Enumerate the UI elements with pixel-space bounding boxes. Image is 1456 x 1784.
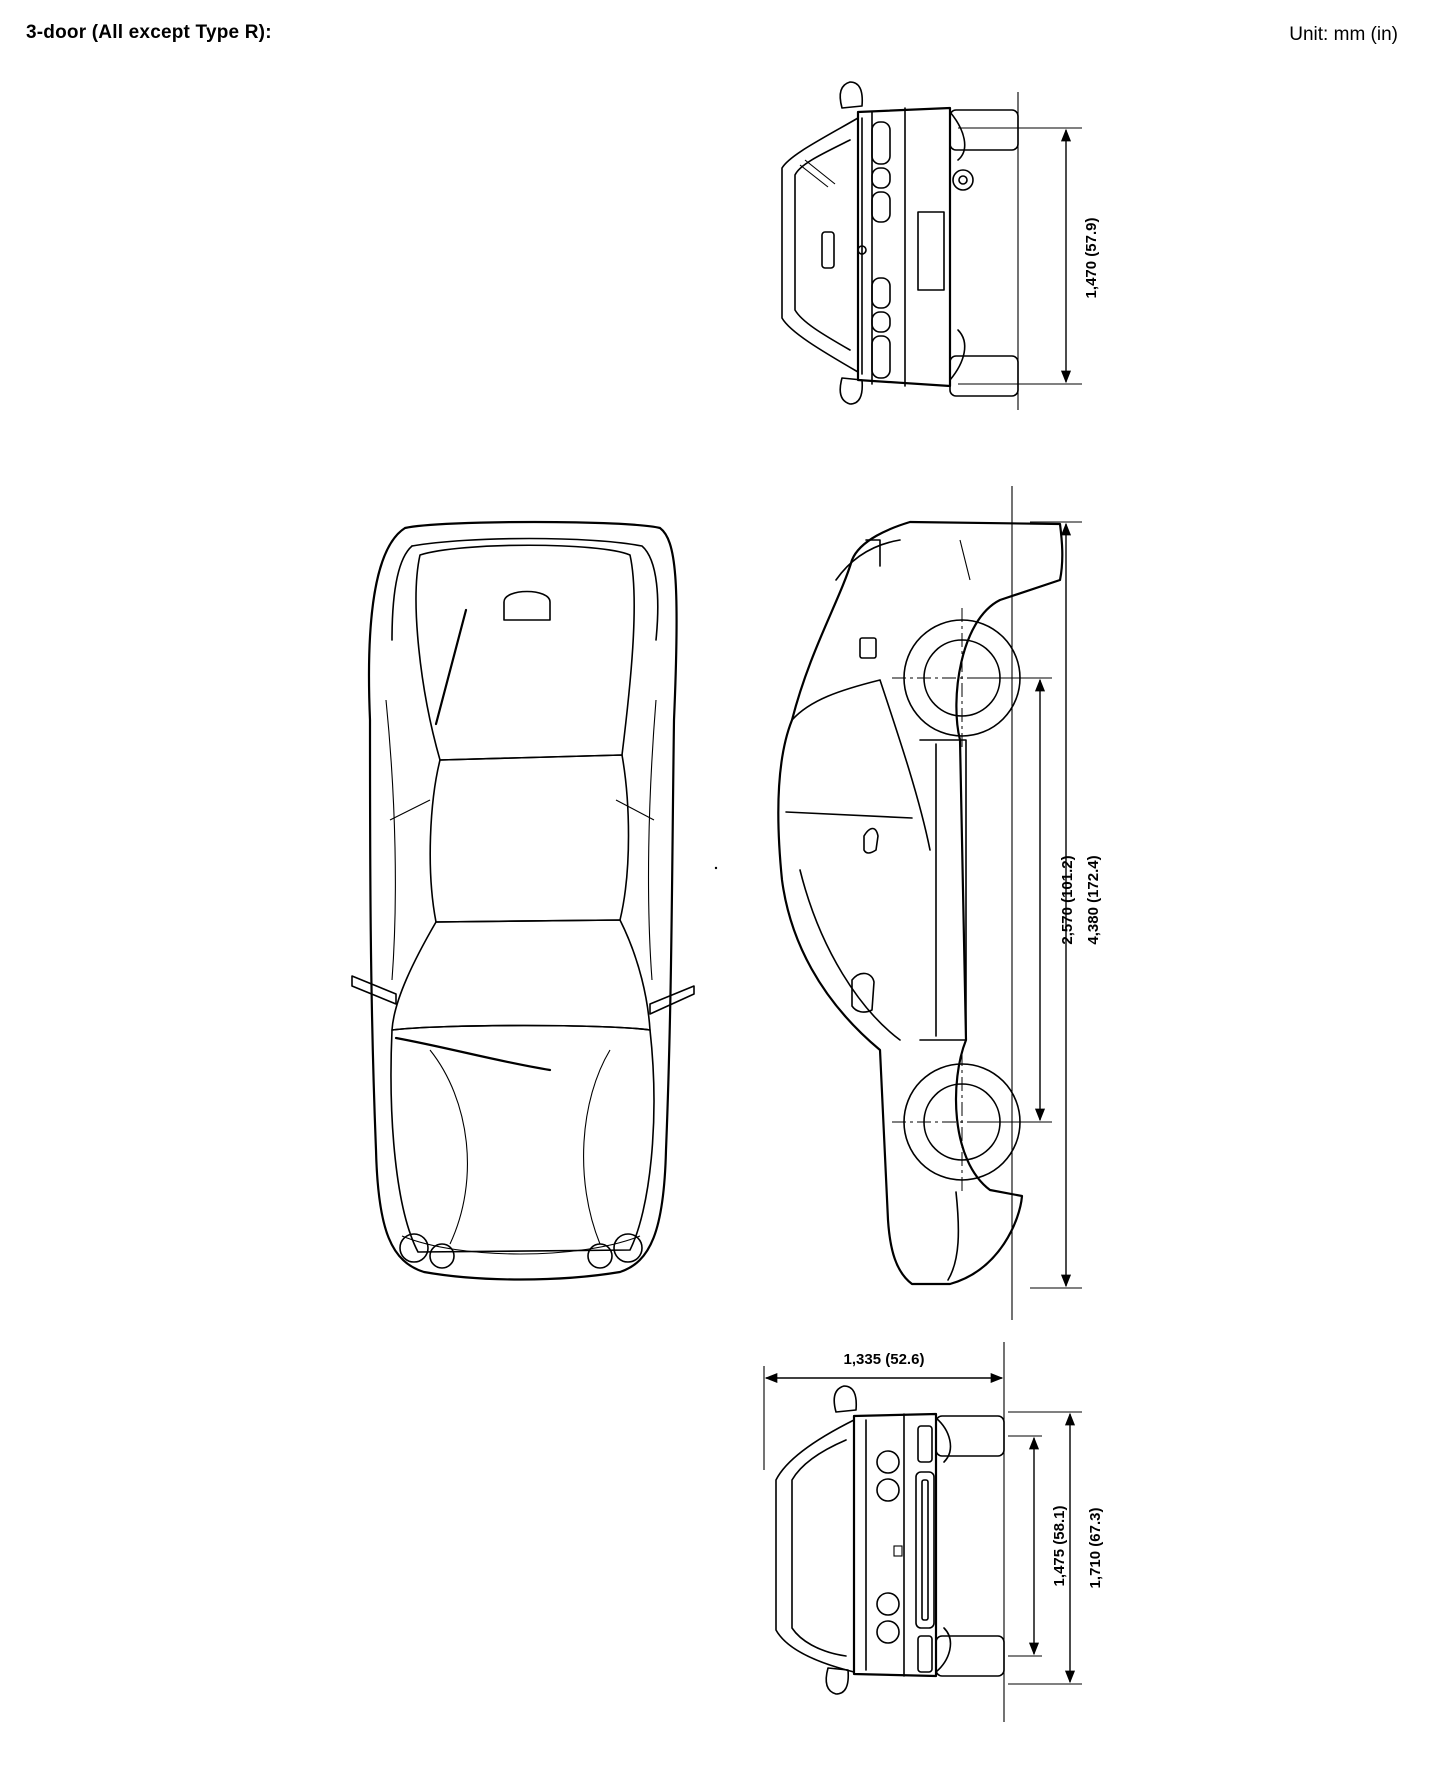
height-label: 1,470 (57.9) xyxy=(1083,217,1100,299)
overall-width-label: 1,710 (67.3) xyxy=(1087,1507,1104,1589)
wheelbase-label: 2,570 (101.2) xyxy=(1059,855,1076,945)
overall-length-dimension xyxy=(1030,522,1102,1288)
diagram-title: 3-door (All except Type R): xyxy=(26,22,272,43)
front-view xyxy=(776,1342,1004,1722)
side-view xyxy=(778,486,1062,1320)
rear-view xyxy=(782,82,1018,410)
overall-length-label: 4,380 (172.4) xyxy=(1085,855,1102,945)
rear-track-label: 1,335 (52.6) xyxy=(843,1351,925,1368)
front-track-dimension xyxy=(1008,1436,1068,1656)
stray-mark xyxy=(715,867,717,869)
top-view xyxy=(352,522,694,1280)
height-dimension xyxy=(958,128,1100,384)
wheelbase-dimension xyxy=(980,678,1076,1122)
front-track-label: 1,475 (58.1) xyxy=(1051,1505,1068,1587)
unit-label: Unit: mm (in) xyxy=(1289,24,1398,45)
